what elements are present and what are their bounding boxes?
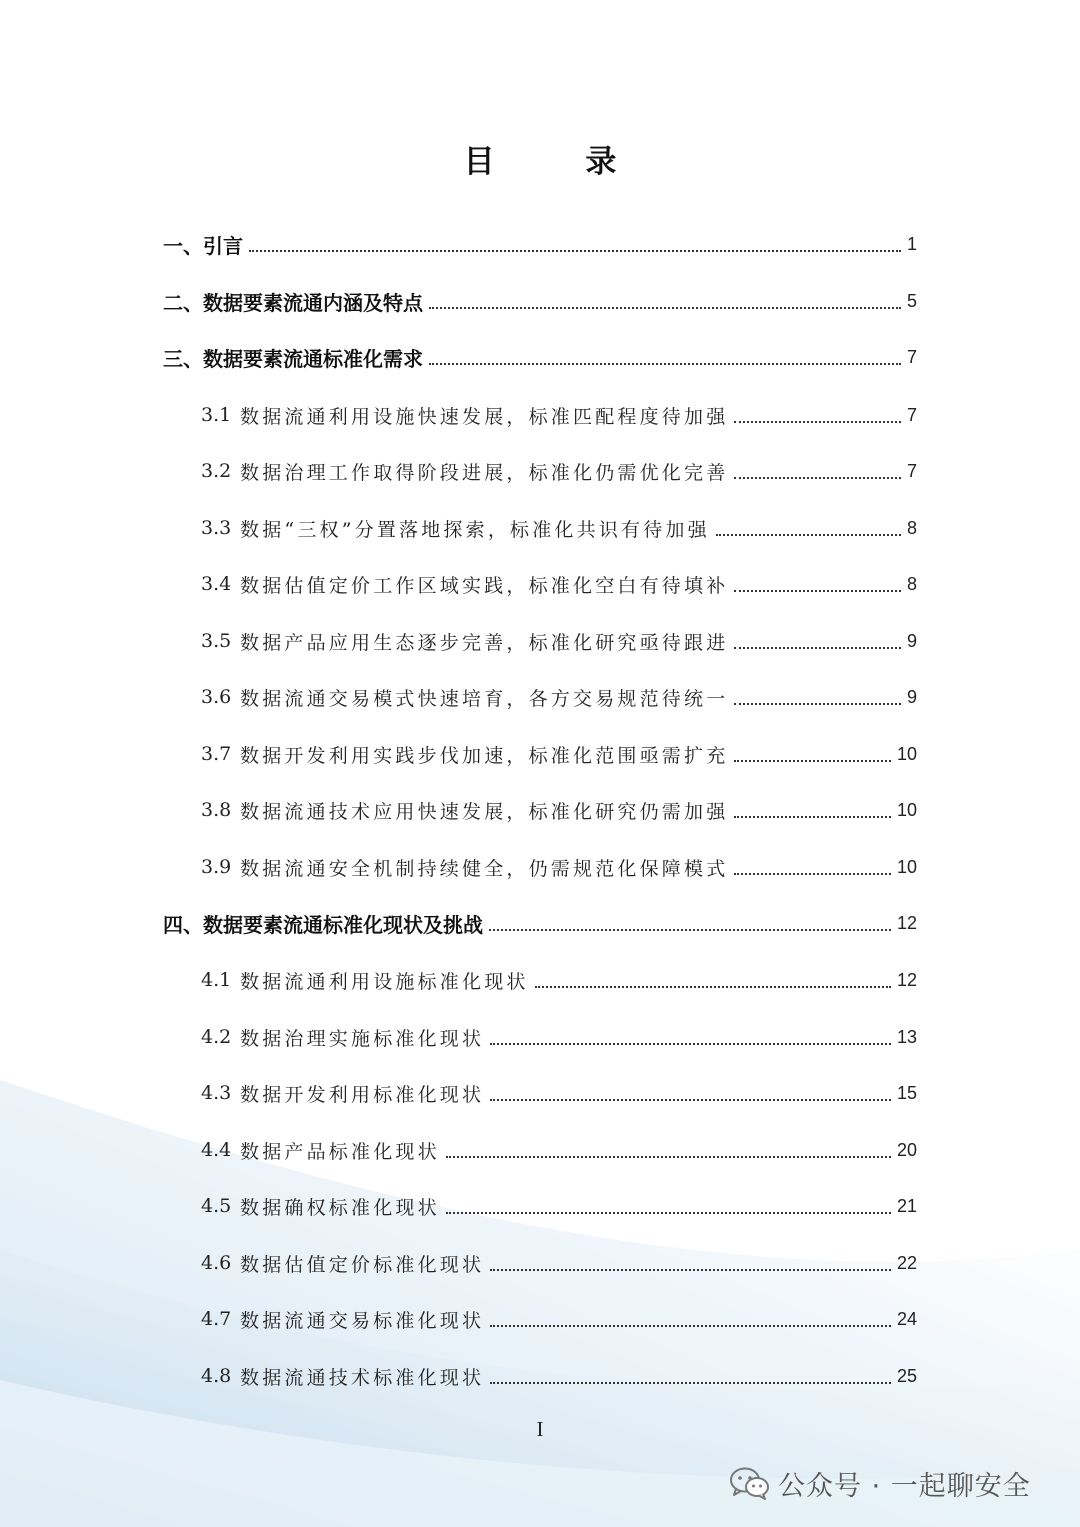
toc-section[interactable] — [201, 1122, 917, 1178]
toc-dot-leader — [535, 986, 891, 988]
toc-section[interactable] — [201, 1235, 917, 1291]
toc-section-number: 4.1 — [201, 969, 232, 991]
page-number: I — [536, 1417, 544, 1441]
toc-entry-label: 数据治理工作取得阶段进展，标准化仍需优化完善 — [240, 461, 729, 484]
toc-section-number: 4.5 — [201, 1195, 232, 1217]
toc-entry-label: 数据流通利用设施标准化现状 — [240, 970, 529, 993]
toc-entry-label: 数据开发利用标准化现状 — [240, 1083, 485, 1106]
toc-section-number: 4.6 — [201, 1252, 232, 1274]
toc-dot-leader — [734, 421, 901, 423]
wechat-watermark — [730, 1463, 1031, 1503]
toc-section-number: 3.3 — [201, 517, 232, 539]
toc-page-number: 13 — [896, 1026, 917, 1047]
toc-page-number: 10 — [896, 799, 917, 820]
page-title: 目 录 — [463, 144, 657, 180]
toc-section[interactable] — [201, 1291, 917, 1347]
toc-page-number: 15 — [896, 1082, 917, 1103]
toc-section[interactable] — [201, 387, 917, 443]
toc-dot-leader — [490, 1269, 891, 1271]
toc-entry-label: 数据估值定价工作区域实践，标准化空白有待填补 — [240, 574, 729, 597]
toc-section-number: 3.8 — [201, 799, 232, 821]
toc-section[interactable] — [201, 443, 917, 499]
toc-entry-label: 数据流通交易模式快速培育，各方交易规范待统一 — [240, 687, 729, 710]
watermark-text: 公众号 · 一起聊安全 — [778, 1470, 1031, 1502]
toc-page-number: 10 — [896, 856, 917, 877]
toc-page-number: 25 — [896, 1365, 917, 1386]
toc-dot-leader — [734, 873, 891, 875]
toc-section-number: 3.2 — [201, 460, 232, 482]
toc-page-number: 7 — [906, 460, 917, 481]
toc-section-number: 3.9 — [201, 856, 232, 878]
toc-entry-label: 数据流通技术应用快速发展，标准化研究仍需加强 — [240, 800, 729, 823]
toc-page-number: 8 — [906, 517, 917, 538]
toc-dot-leader — [429, 363, 901, 365]
toc-entry-label: 数据流通利用设施快速发展，标准匹配程度待加强 — [240, 405, 729, 428]
toc-dot-leader — [249, 250, 901, 252]
toc-dot-leader — [489, 929, 891, 931]
toc-dot-leader — [490, 1099, 891, 1101]
toc-entry-label: 数据流通安全机制持续健全，仍需规范化保障模式 — [240, 857, 729, 880]
toc-section-number: 3.6 — [201, 686, 232, 708]
toc-section[interactable] — [201, 952, 917, 1008]
toc-dot-leader — [490, 1043, 891, 1045]
wechat-icon — [730, 1466, 770, 1500]
toc-section-number: 4.8 — [201, 1365, 232, 1387]
toc-entry-label: 三、数据要素流通标准化需求 — [163, 346, 423, 371]
toc-section-number: 4.3 — [201, 1082, 232, 1104]
toc-entry-label: 数据开发利用实践步伐加速，标准化范围亟需扩充 — [240, 744, 729, 767]
toc-section[interactable] — [201, 726, 917, 782]
toc-section-number: 4.2 — [201, 1026, 232, 1048]
toc-section-number: 3.4 — [201, 573, 232, 595]
toc-entry-label: 数据流通技术标准化现状 — [240, 1366, 485, 1389]
toc-entry-label: 数据产品标准化现状 — [240, 1140, 440, 1163]
toc-entry-label: 数据产品应用生态逐步完善，标准化研究亟待跟进 — [240, 631, 729, 654]
toc-page-number: 20 — [896, 1139, 917, 1160]
toc-page-number: 7 — [906, 346, 917, 367]
toc-dot-leader — [490, 1325, 891, 1327]
toc-chapter[interactable] — [163, 895, 917, 951]
toc-section[interactable] — [201, 613, 917, 669]
toc-section[interactable] — [201, 1178, 917, 1234]
toc-dot-leader — [734, 590, 901, 592]
toc-entry-label: 数据确权标准化现状 — [240, 1196, 440, 1219]
toc-entry-label: 数据治理实施标准化现状 — [240, 1027, 485, 1050]
toc-section[interactable] — [201, 1065, 917, 1121]
toc-section[interactable] — [201, 1348, 917, 1404]
toc-page-number: 1 — [906, 233, 917, 254]
toc-page-number: 12 — [896, 912, 917, 933]
toc-entry-label: 数据流通交易标准化现状 — [240, 1309, 485, 1332]
toc-dot-leader — [490, 1382, 891, 1384]
toc-page-number: 5 — [906, 290, 917, 311]
toc-entry-label: 数据“三权”分置落地探索，标准化共识有待加强 — [240, 518, 710, 541]
toc-page-number: 24 — [896, 1308, 917, 1329]
toc-page-number: 10 — [896, 743, 917, 764]
toc-section[interactable] — [201, 839, 917, 895]
toc-section[interactable] — [201, 782, 917, 838]
toc-page-number: 7 — [906, 404, 917, 425]
toc-entry-label: 数据估值定价标准化现状 — [240, 1253, 485, 1276]
toc-page-number: 21 — [896, 1195, 917, 1216]
toc-dot-leader — [446, 1156, 891, 1158]
toc-section[interactable] — [201, 500, 917, 556]
toc-section-number: 3.7 — [201, 743, 232, 765]
toc-dot-leader — [716, 534, 901, 536]
toc-section[interactable] — [201, 1009, 917, 1065]
toc-section[interactable] — [201, 556, 917, 612]
toc-entry-label: 二、数据要素流通内涵及特点 — [163, 290, 423, 315]
toc-dot-leader — [429, 307, 901, 309]
toc-chapter[interactable] — [163, 273, 917, 329]
toc-dot-leader — [734, 816, 891, 818]
toc-section-number: 4.4 — [201, 1139, 232, 1161]
toc-section-number: 4.7 — [201, 1308, 232, 1330]
toc-section[interactable] — [201, 669, 917, 725]
toc-chapter[interactable] — [163, 329, 917, 385]
toc-entry-label: 一、引言 — [163, 233, 243, 258]
toc-dot-leader — [734, 703, 901, 705]
toc-dot-leader — [734, 477, 901, 479]
toc-page-number: 22 — [896, 1252, 917, 1273]
toc-dot-leader — [446, 1212, 891, 1214]
toc-dot-leader — [734, 760, 891, 762]
toc-chapter[interactable] — [163, 216, 917, 272]
toc-dot-leader — [734, 647, 901, 649]
toc-page-number: 12 — [896, 969, 917, 990]
toc-page-number: 9 — [906, 630, 917, 651]
toc-entry-label: 四、数据要素流通标准化现状及挑战 — [163, 912, 483, 937]
toc-section-number: 3.1 — [201, 404, 232, 426]
toc-page-number: 8 — [906, 573, 917, 594]
toc-section-number: 3.5 — [201, 630, 232, 652]
toc-page-number: 9 — [906, 686, 917, 707]
